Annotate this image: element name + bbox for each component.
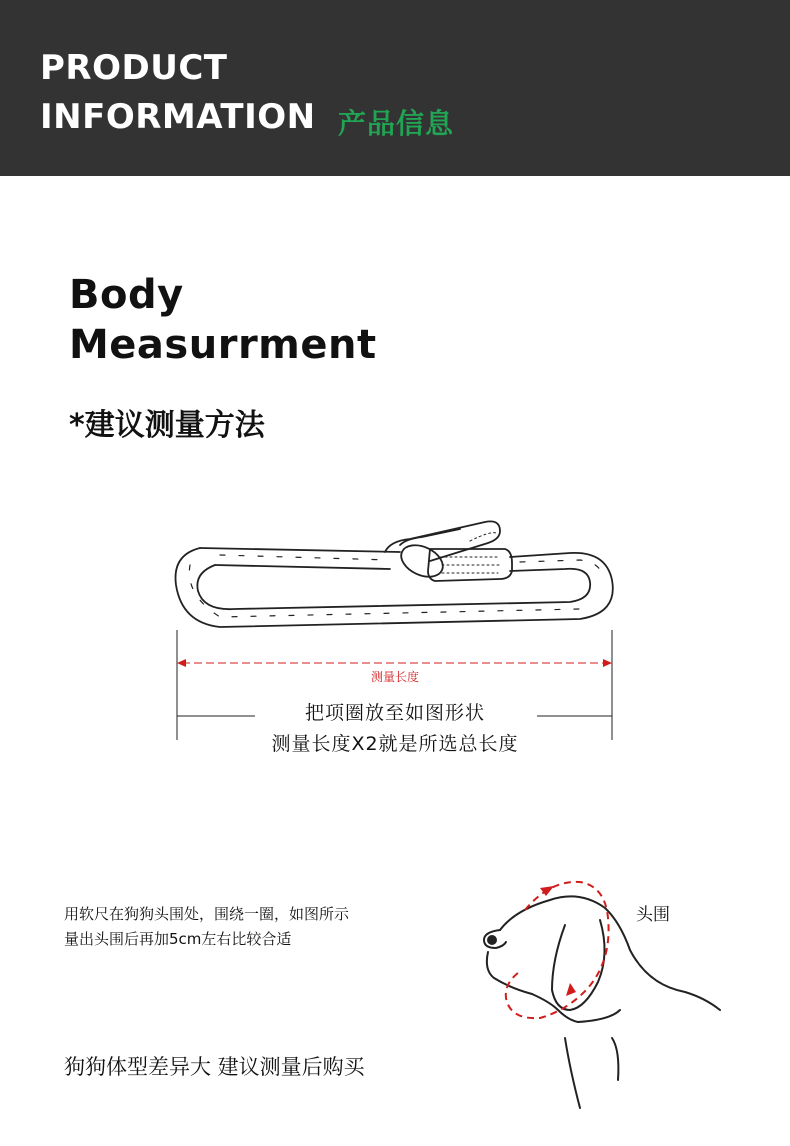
footer-note: 狗狗体型差异大 建议测量后购买 — [64, 1055, 365, 1079]
section-title-line1: Body — [69, 272, 184, 318]
instruction-line2: 测量长度X2就是所选总长度 — [271, 733, 519, 755]
dog-head-diagram — [470, 870, 730, 1115]
header-title-line1: PRODUCT — [40, 48, 228, 88]
instruction-line1: 把项圈放至如图形状 — [304, 702, 485, 724]
leash-illustration — [176, 521, 613, 627]
dog-outline — [484, 896, 720, 1108]
head-circumference-label: 头围 — [636, 905, 670, 925]
method-heading: *建议测量方法 — [69, 408, 265, 443]
header-cn-label: 产品信息 — [338, 107, 455, 140]
measure-arrowheads — [540, 886, 576, 996]
header-banner — [0, 0, 790, 176]
section-title-line2: Measurrment — [69, 322, 377, 368]
header-title-line2: INFORMATION — [40, 97, 316, 137]
head-instruction-line1: 用软尺在狗狗头围处，围绕一圈，如图所示 — [64, 905, 350, 923]
head-instruction-line2: 量出头围后再加5cm左右比较合适 — [64, 930, 292, 948]
measure-arrow — [177, 659, 612, 667]
measure-length-label: 测量长度 — [370, 670, 419, 684]
